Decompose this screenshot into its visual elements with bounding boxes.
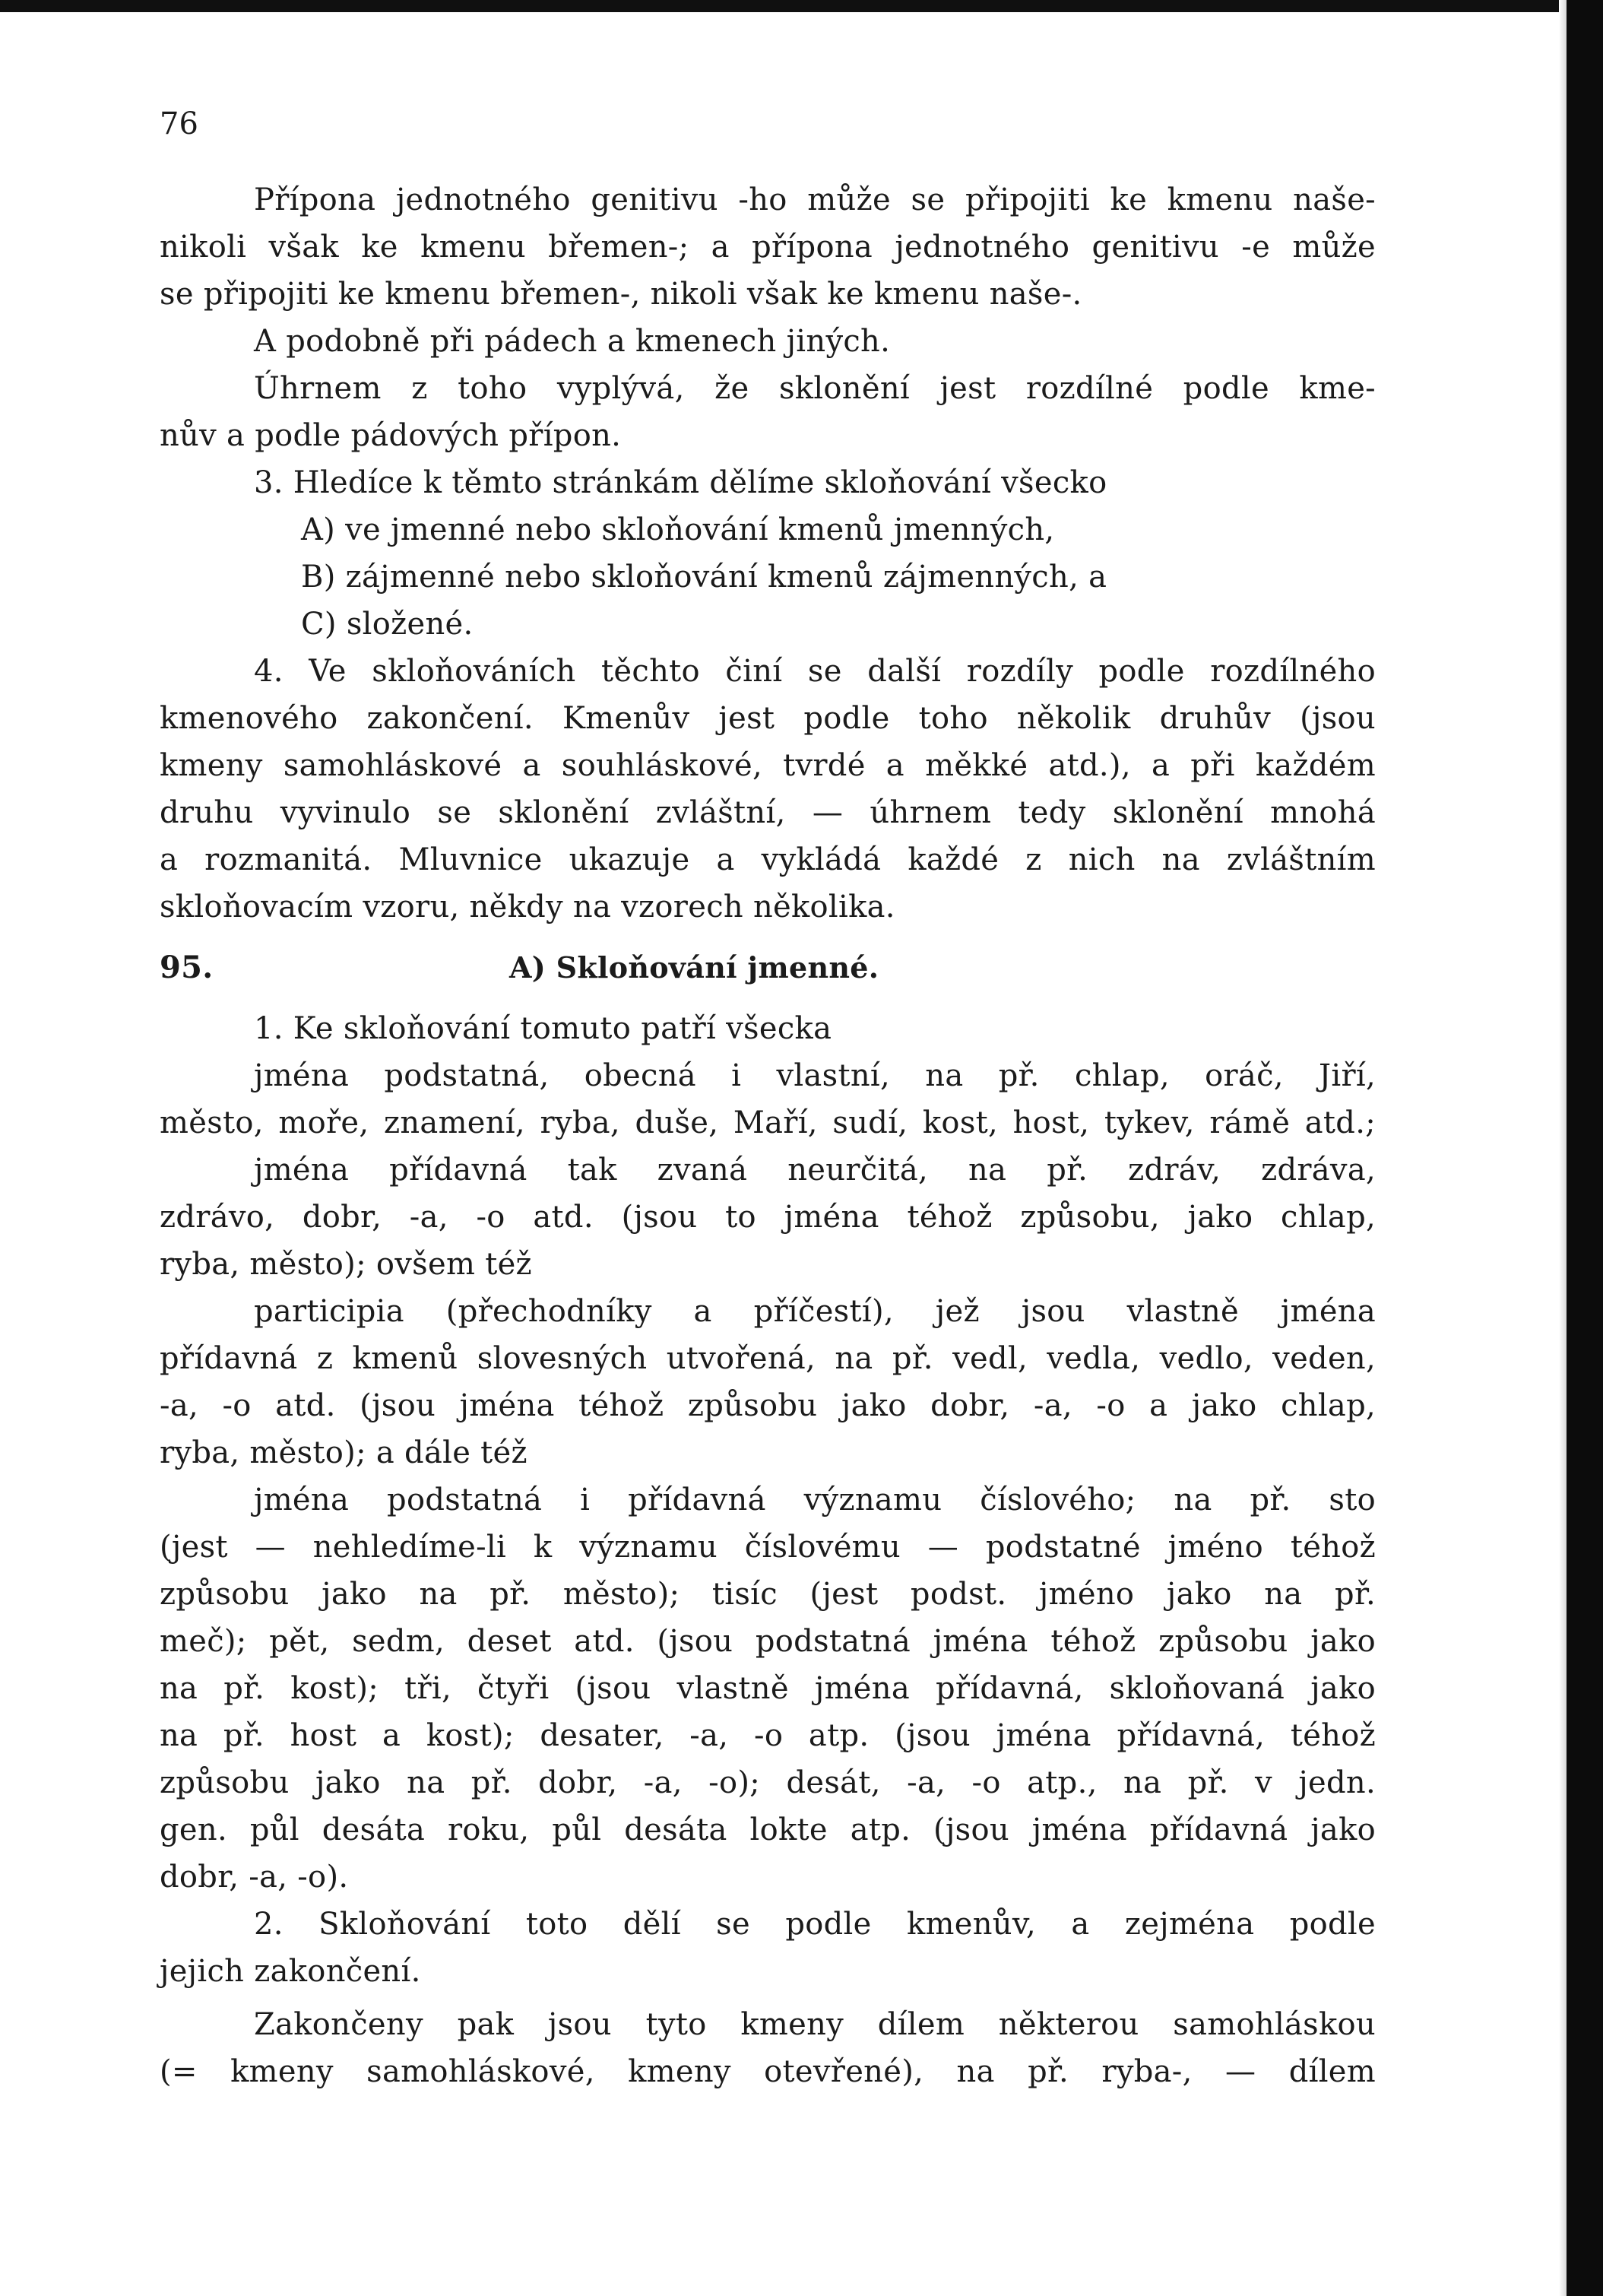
text-line: nův a podle pádových přípon. (160, 418, 622, 453)
text-line: B) zájmenné nebo skloňování kmenů zájmenných, a (301, 560, 1107, 595)
text-line: na př. kost); tři, čtyři (jsou vlastně jména přídavná, skloňovaná jako (160, 1671, 1376, 1706)
text-line: A) ve jmenné nebo skloňování kmenů jmenných, (301, 512, 1055, 547)
text-line: přídavná z kmenů slovesných utvořená, na př. vedl, vedla, vedlo, veden, (160, 1341, 1376, 1376)
scan-border-top (0, 0, 1603, 12)
text-line: druhu vyvinulo se sklonění zvláštní, — úhrnem tedy sklonění mnohá (160, 795, 1376, 830)
text-line: (jest — nehledíme-li k významu číslovému — podstatné jméno téhož (160, 1530, 1376, 1565)
text-line: kmeny samohláskové a souhláskové, tvrdé a měkké atd.), a při každém (160, 748, 1376, 783)
text-line: (= kmeny samohláskové, kmeny otevřené), na př. ryba-, — dílem (160, 2054, 1376, 2089)
text-line: 3. Hledíce k těmto stránkám dělíme skloňování všecko (254, 465, 1107, 500)
section-heading (160, 931, 1376, 991)
text-line: A podobně při pádech a kmenech jiných. (254, 324, 891, 359)
text-line: jména podstatná, obecná i vlastní, na př. chlap, oráč, Jiří, (254, 1058, 1376, 1093)
text-line: na př. host a kost); desater, -a, -o atp. (jsou jména přídavná, téhož (160, 1718, 1376, 1753)
text-line: způsobu jako na př. město); tisíc (jest podst. jméno jako na př. (160, 1577, 1376, 1612)
text-line: participia (přechodníky a příčestí), jež jsou vlastně jména (254, 1294, 1376, 1329)
text-line: Úhrnem z toho vyplývá, že sklonění jest rozdílné podle kme- (254, 371, 1376, 406)
page-number: 76 (160, 106, 198, 141)
text-line: a rozmanitá. Mluvnice ukazuje a vykládá každé z nich na zvláštním (160, 842, 1376, 877)
text-line: Přípona jednotného genitivu -ho může se připojiti ke kmenu naše- (254, 182, 1376, 217)
text-line: gen. půl desáta roku, půl desáta lokte atp. (jsou jména přídavná jako (160, 1812, 1376, 1847)
text-line: C) složené. (301, 607, 474, 642)
section-title: A) Skloňování jmenné. (509, 950, 879, 985)
page-edge-shadow (1559, 0, 1567, 2296)
page-text (160, 176, 1376, 2095)
text-line: ryba, město); ovšem též (160, 1247, 532, 1282)
text-line: kmenového zakončení. Kmenův jest podle toho několik druhův (jsou (160, 701, 1376, 736)
text-line: skloňovacím vzoru, někdy na vzorech několika. (160, 890, 895, 924)
text-line: 2. Skloňování toto dělí se podle kmenův, a zejména podle (254, 1907, 1376, 1942)
text-line: nikoli však ke kmenu břemen-; a přípona jednotného genitivu -e může (160, 230, 1376, 265)
scan-border-right (1567, 0, 1603, 2296)
text-line: dobr, -a, -o). (160, 1860, 349, 1895)
text-line: 4. Ve skloňováních těchto činí se další rozdíly podle rozdílného (254, 654, 1376, 689)
text-line: zdrávo, dobr, -a, -o atd. (jsou to jména téhož způsobu, jako chlap, (160, 1200, 1376, 1235)
text-line: Zakončeny pak jsou tyto kmeny dílem některou samohláskou (254, 2007, 1376, 2042)
text-line: jména podstatná i přídavná významu číslového; na př. sto (254, 1483, 1376, 1517)
text-line: se připojiti ke kmenu břemen-, nikoli však ke kmenu naše-. (160, 277, 1082, 312)
text-line: ryba, město); a dále též (160, 1435, 527, 1470)
text-line: způsobu jako na př. dobr, -a, -o); desát, -a, -o atp., na př. v jedn. (160, 1765, 1376, 1800)
text-line: jména přídavná tak zvaná neurčitá, na př. zdráv, zdráva, (254, 1153, 1376, 1188)
section-number: 95. (160, 950, 214, 985)
text-line: meč); pět, sedm, deset atd. (jsou podstatná jména téhož způsobu jako (160, 1624, 1376, 1659)
text-line: 1. Ke skloňování tomuto patří všecka (254, 1011, 832, 1046)
text-line: -a, -o atd. (jsou jména téhož způsobu jako dobr, -a, -o a jako chlap, (160, 1388, 1376, 1423)
text-line: jejich zakončení. (160, 1954, 421, 1989)
text-line: město, moře, znamení, ryba, duše, Maří, sudí, kost, host, tykev, rámě atd.; (160, 1105, 1376, 1140)
